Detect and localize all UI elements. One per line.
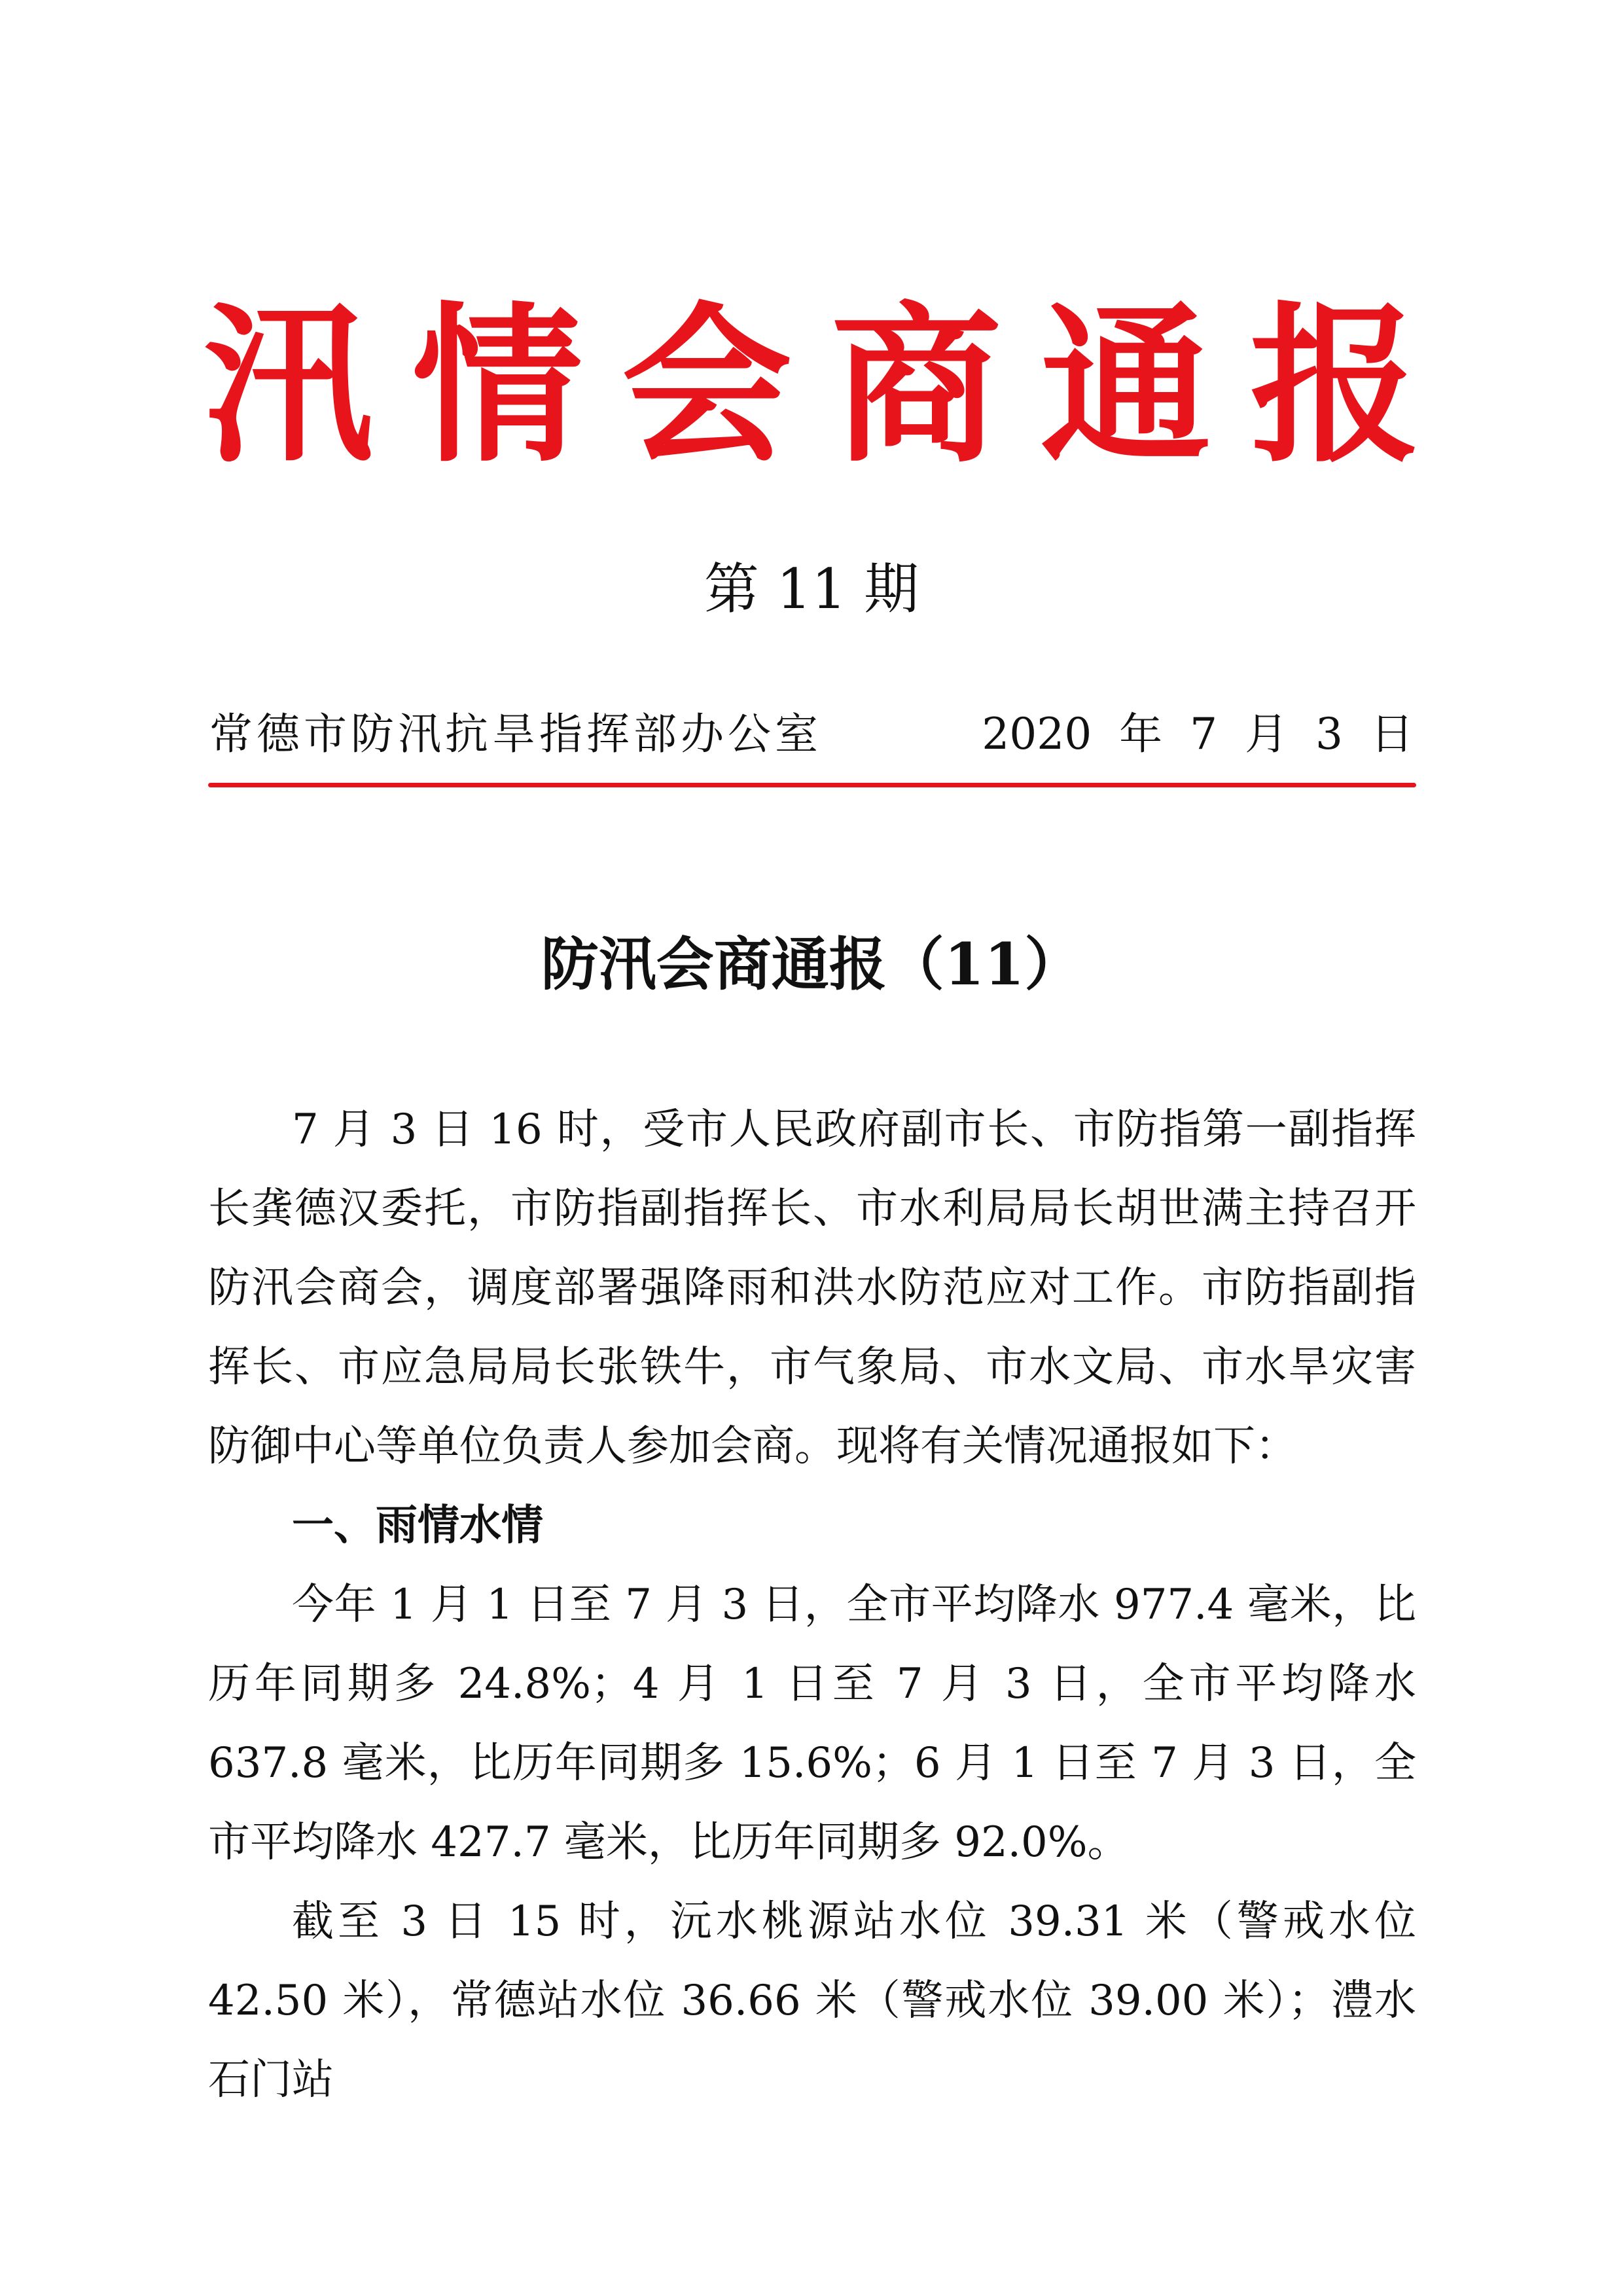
- rainfall-paragraph: 今年 1 月 1 日至 7 月 3 日，全市平均降水 977.4 毫米，比历年同期多 24.8%；4 月 1 日至 7 月 3 日，全市平均降水 637.8 毫米，比历年同期多 15.6%；6 月 1 日至 7 月 3 日，全市平均降水 427.7 毫米，比历年同期多 92.0%。: [208, 1581, 1416, 1867]
- issue-number: 第 11 期: [704, 557, 919, 621]
- document-title: 防汛会商通报（11）: [541, 930, 1082, 998]
- issuer-row: [209, 702, 1414, 767]
- intro-paragraph: 7 月 3 日 16 时，受市人民政府副市长、市防指第一副指挥长龚德汉委托，市防指副指挥长、市水利局局长胡世满主持召开防汛会商会，调度部署强降雨和洪水防范应对工作。市防指副指挥长、市应急局局长张铁牛，市气象局、市水文局、市水旱灾害防御中心等单位负责人参加会商。现将有关情况通报如下：: [208, 1105, 1416, 1471]
- section-heading-rain-water: 一、雨情水情: [292, 1501, 543, 1550]
- issuing-office: 常德市防汛抗旱指挥部办公室: [209, 709, 822, 759]
- masthead-title: 汛情会商通报: [203, 286, 1459, 486]
- document-body: [208, 1090, 1416, 2120]
- water-level-paragraph: 截至 3 日 15 时，沅水桃源站水位 39.31 米（警戒水位 42.50 米），常德站水位 36.66 米（警戒水位 39.00 米）；澧水石门站: [208, 1897, 1416, 2104]
- red-divider-line: [208, 783, 1416, 787]
- issue-date: 2020 年 7 月 3 日: [982, 709, 1414, 759]
